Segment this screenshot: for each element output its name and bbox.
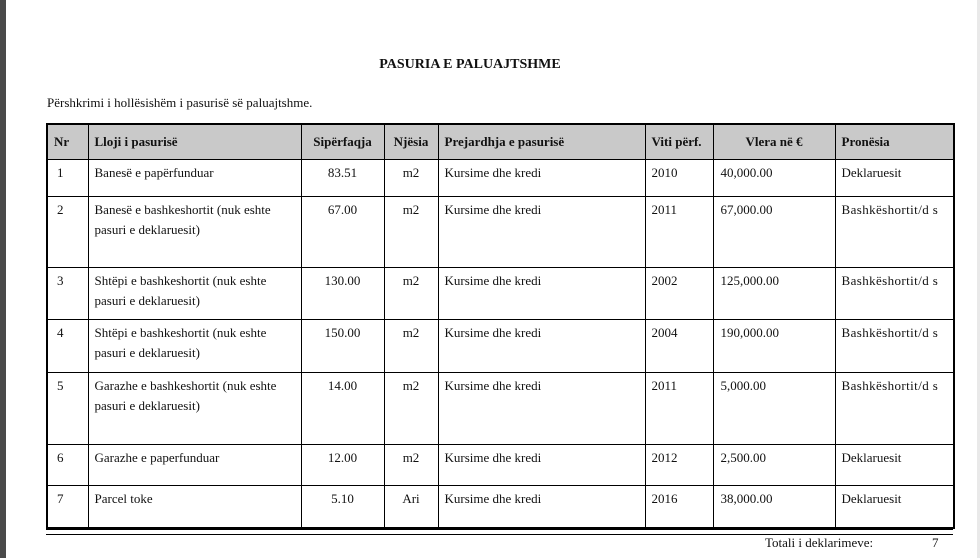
cell-value: 40,000.00: [713, 160, 835, 197]
cell-nr: 2: [47, 197, 88, 268]
cell-nr: 6: [47, 445, 88, 486]
cell-year: 2011: [645, 197, 713, 268]
column-header-nr: Nr: [47, 124, 88, 160]
cell-nr: 7: [47, 486, 88, 529]
cell-year: 2016: [645, 486, 713, 529]
cell-value: 38,000.00: [713, 486, 835, 529]
cell-nr: 5: [47, 373, 88, 445]
cell-unit: m2: [384, 160, 438, 197]
property-table: [46, 123, 955, 529]
cell-nr: 1: [47, 160, 88, 197]
cell-ownership: [835, 320, 954, 373]
cell-ownership-text: Bashkëshortit/d s: [841, 202, 939, 217]
column-header-area: Sipërfaqja: [301, 124, 384, 160]
cell-value: 2,500.00: [713, 445, 835, 486]
cell-area: 130.00: [301, 268, 384, 320]
cell-value: 190,000.00: [713, 320, 835, 373]
cell-unit: m2: [384, 320, 438, 373]
cell-unit: m2: [384, 445, 438, 486]
column-header-origin: Prejardhja e pasurisë: [438, 124, 645, 160]
cell-ownership: Deklaruesit: [835, 486, 954, 529]
column-header-unit: Njësia: [384, 124, 438, 160]
cell-ownership-text: Bashkëshortit/d s: [841, 378, 939, 393]
table-header-row: [47, 124, 954, 160]
table-row: [47, 445, 954, 486]
cell-unit: m2: [384, 373, 438, 445]
table-row: [47, 268, 954, 320]
cell-area: 150.00: [301, 320, 384, 373]
cell-type: Garazhe e bashkeshortit (nuk eshte pasuri e deklaruesit): [88, 373, 301, 445]
document-description: Përshkrimi i hollësishëm i pasurisë së paluajtshme.: [47, 95, 313, 110]
cell-area: 67.00: [301, 197, 384, 268]
cell-ownership-text: Bashkëshortit/d s: [841, 273, 939, 288]
cell-unit: Ari: [384, 486, 438, 529]
cell-type: Banesë e bashkeshortit (nuk eshte pasuri e deklaruesit): [88, 197, 301, 268]
cell-value: 5,000.00: [713, 373, 835, 445]
total-value: 7: [932, 535, 939, 550]
cell-type: Garazhe e paperfunduar: [88, 445, 301, 486]
table-row: [47, 320, 954, 373]
cell-ownership-text: Bashkëshortit/d s: [841, 325, 939, 340]
cell-ownership: Deklaruesit: [835, 160, 954, 197]
cell-value: 67,000.00: [713, 197, 835, 268]
cell-year: 2002: [645, 268, 713, 320]
cell-type: Shtëpi e bashkeshortit (nuk eshte pasuri e deklaruesit): [88, 320, 301, 373]
cell-ownership: [835, 268, 954, 320]
cell-unit: m2: [384, 197, 438, 268]
cell-area: 5.10: [301, 486, 384, 529]
cell-origin: Kursime dhe kredi: [438, 486, 645, 529]
column-header-ownership: Pronësia: [835, 124, 954, 160]
table-row: [47, 160, 954, 197]
cell-year: 2011: [645, 373, 713, 445]
cell-ownership: Deklaruesit: [835, 445, 954, 486]
cell-value: 125,000.00: [713, 268, 835, 320]
cell-year: 2004: [645, 320, 713, 373]
cell-area: 14.00: [301, 373, 384, 445]
column-header-year: Viti përf.: [645, 124, 713, 160]
viewer-left-edge: [0, 0, 6, 558]
cell-year: 2010: [645, 160, 713, 197]
cell-unit: m2: [384, 268, 438, 320]
cell-type: Parcel toke: [88, 486, 301, 529]
column-header-type: Lloji i pasurisë: [88, 124, 301, 160]
cell-area: 83.51: [301, 160, 384, 197]
property-table-container: [46, 123, 953, 535]
cell-origin: Kursime dhe kredi: [438, 320, 645, 373]
cell-origin: Kursime dhe kredi: [438, 373, 645, 445]
cell-origin: Kursime dhe kredi: [438, 445, 645, 486]
total-label: Totali i deklarimeve:: [765, 535, 874, 550]
cell-origin: Kursime dhe kredi: [438, 268, 645, 320]
cell-type: Shtëpi e bashkeshortit (nuk eshte pasuri e deklaruesit): [88, 268, 301, 320]
cell-ownership: [835, 197, 954, 268]
cell-origin: Kursime dhe kredi: [438, 197, 645, 268]
cell-ownership: [835, 373, 954, 445]
cell-area: 12.00: [301, 445, 384, 486]
cell-year: 2012: [645, 445, 713, 486]
cell-nr: 3: [47, 268, 88, 320]
cell-type: Banesë e papërfunduar: [88, 160, 301, 197]
document-title: PASURIA E PALUAJTSHME: [379, 57, 561, 72]
column-header-value: Vlera në €: [713, 124, 835, 160]
table-row: [47, 373, 954, 445]
cell-origin: Kursime dhe kredi: [438, 160, 645, 197]
cell-nr: 4: [47, 320, 88, 373]
table-row: [47, 197, 954, 268]
table-row: [47, 486, 954, 529]
